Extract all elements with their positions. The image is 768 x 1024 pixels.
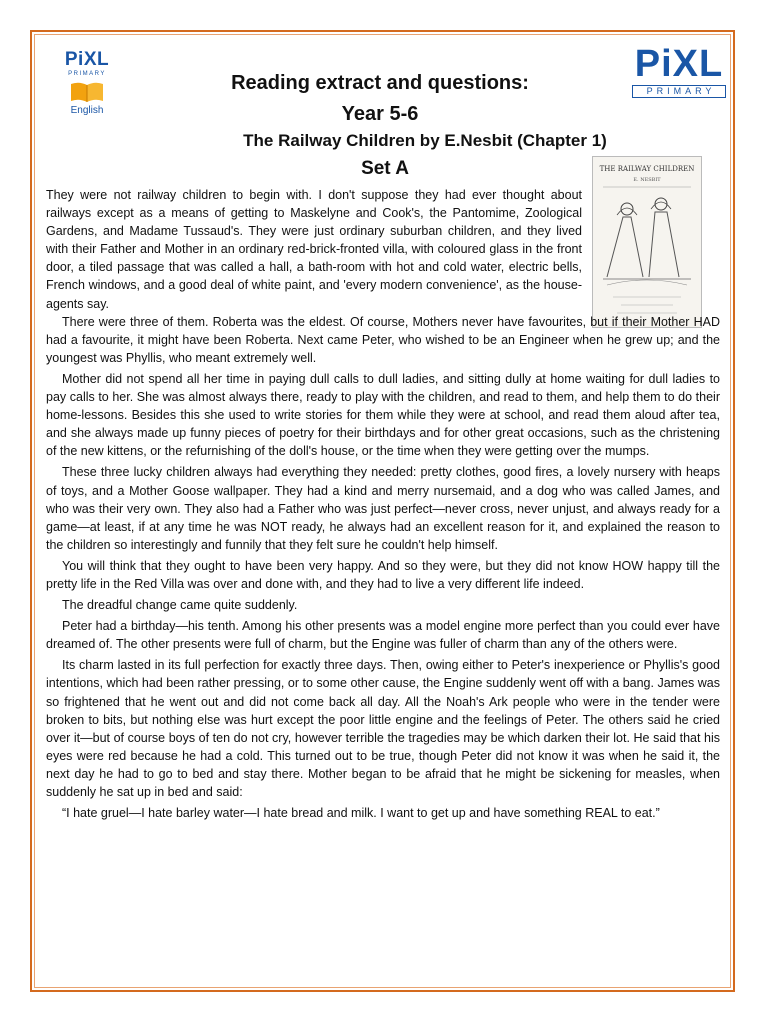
pixl-english-logo [58,50,116,128]
paragraph: The dreadful change came quite suddenly. [62,598,298,613]
year-group: Year 5-6 [341,103,419,125]
reading-extract [46,186,720,825]
open-book-icon [69,80,105,104]
logo-subject: English [70,105,104,116]
paragraph: These three lucky children always had everything they needed: pretty clothes, good fires, a lovely nursery with heaps of toys, and a Mother Goose wallpaper. They had a kind and merry nursemaid, and a dog who was called James, and who was their very own. They also had a Father who was just perfect—never cross, never unjust, and always ready for a game—at least, if at any time he was NOT ready, he always had an excellent reason for it, and explained the reason to the children so interestingly and funnily that they felt sure he couldn't help himself. [46,465,720,552]
paragraph: Its charm lasted in its full perfection for exactly three days. Then, owing either to Peter's inexperience or Phyllis's good intentions, which had been rather pressing, or to some other cause, the Engine suddenly went off with a bang. James was so frightened that he went out and did not come back all day. All the Noah's Ark people who were in the tender were broken to bits, but nothing else was hurt except the poor little engine and the feelings of Peter. The others said he cried over it—but of course boys of ten do not cry, however terrible the tragedies may be which darken their lot. He said that his eyes were red because he had a cold. This turned out to be true, though Peter did not know it was when he said it, the next day he had to go to bed and stay there. Mother began to be afraid that he might be sickening for measles, when suddenly he sat up in bed and said: [46,658,720,799]
paragraph: There were three of them. Roberta was the eldest. Of course, Mothers never have favourites, but if their Mother HAD had a favourite, it might have been Roberta. Next came Peter, who wished to be an Engineer when he grew up; and the youngest was Phyllis, who meant extremely well. [46,314,720,365]
cover-heading: THE RAILWAY CHILDREN [599,165,695,173]
paragraph: You will think that they ought to have been very happy. And so they were, but they did not know HOW happy till the pretty life in the Red Villa was over and done with, and they had to live a very different life indeed. [46,558,720,591]
set-label: Set A [361,158,409,179]
logo-sub: PRIMARY [68,71,106,77]
logo-brand: PiXL [64,49,110,70]
paragraph: They were not railway children to begin with. I don't suppose they had ever thought about railways except as a means of getting to Maskelyne and Cook's, the Pantomime, Zoological Gardens, and Madame Tussaud's. They were just ordinary suburban children, and they lived with their Father and Mother in an ordinary red-brick-fronted villa, with coloured glass in the front door, a tiled passage that was called a hall, a bath-room with hot and cold water, electric bells, French windows, and a good deal of white paint, and 'every modern convenience', as the house-agents say. [46,188,582,311]
paragraph: Mother did not spend all her time in paying dull calls to dull ladies, and sitting dully at home waiting for dull ladies to pay calls to her. She was almost always there, ready to play with the children, and read to them, and help them to do their home-lessons. Besides this she used to write stories for them while they were at school, and read them aloud after tea, and she always made up funny pieces of poetry for their birthdays and for other great occasions, such as the christening of the new kittens, or the refurnishing of the doll's house, or the time when they were getting over the mumps. [46,371,720,459]
page-title: Reading extract and questions: [231,72,529,94]
paragraph: Peter had a birthday—his tenth. Among his other presents was a model engine more perfect than you could ever have dreamed of. The other presents were full of charm, but the Engine was fuller of charm than any of the others were. [46,619,720,652]
logo-brand: PiXL [634,43,724,85]
cover-author: E. NESBIT [633,177,661,183]
book-title: The Railway Children by E.Nesbit (Chapter 1) [243,131,607,150]
pixl-primary-logo [632,44,726,100]
paragraph: “I hate gruel—I hate barley water—I hate bread and milk. I want to get up and have something REAL to eat.” [62,806,660,821]
logo-sub: PRIMARY [632,85,726,98]
